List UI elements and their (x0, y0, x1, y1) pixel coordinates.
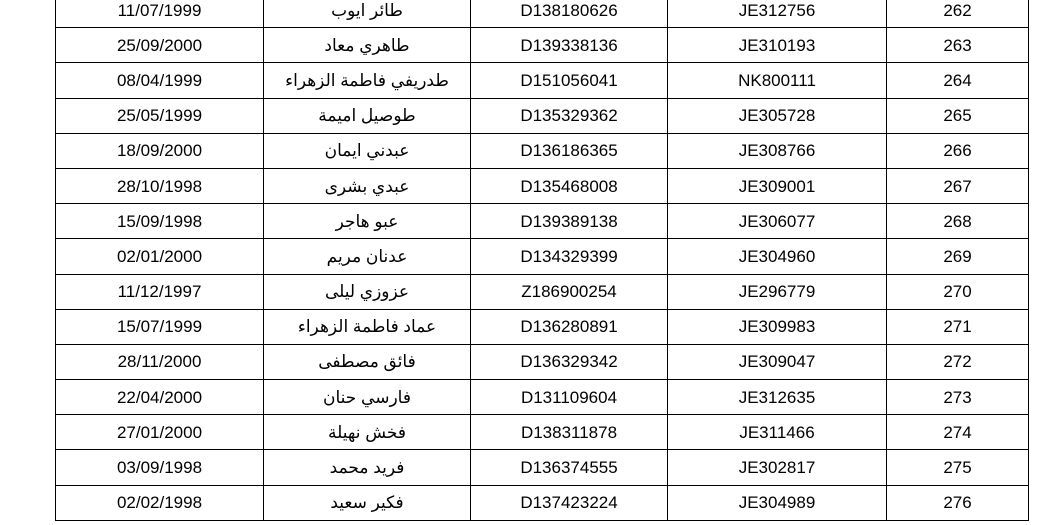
full-name-cell (264, 344, 471, 379)
table-row (56, 485, 1029, 520)
full-name-text: طائر ايوب (331, 0, 403, 20)
table-row (56, 309, 1029, 344)
table-row (56, 133, 1029, 168)
number-cell: 273 (887, 380, 1029, 415)
full-name-text: طوصيل اميمة (318, 106, 416, 126)
full-name-text: فكير سعيد (330, 493, 404, 513)
code-cell: JE310193 (668, 28, 887, 63)
code-cell: JE309047 (668, 344, 887, 379)
code-cell: JE302817 (668, 450, 887, 485)
cin-cell: D136186365 (471, 133, 668, 168)
birth-date-cell: 25/09/2000 (56, 28, 264, 63)
number-cell: 272 (887, 344, 1029, 379)
full-name-cell (264, 239, 471, 274)
table-row (56, 63, 1029, 98)
birth-date-cell: 11/12/1997 (56, 274, 264, 309)
cin-cell: D136329342 (471, 344, 668, 379)
cin-cell: D139389138 (471, 204, 668, 239)
roster-body (56, 0, 1029, 520)
table-row (56, 380, 1029, 415)
full-name-text: طدريفي فاطمة الزهراء (285, 70, 449, 90)
code-cell: JE308766 (668, 133, 887, 168)
code-cell: JE309983 (668, 309, 887, 344)
number-cell: 275 (887, 450, 1029, 485)
full-name-text: عبدني ايمان (324, 141, 410, 161)
full-name-text: طاهري معاد (324, 35, 410, 55)
birth-date-cell: 03/09/1998 (56, 450, 264, 485)
full-name-cell (264, 28, 471, 63)
number-cell: 262 (887, 0, 1029, 28)
table-row (56, 98, 1029, 133)
full-name-cell (264, 380, 471, 415)
full-name-cell (264, 485, 471, 520)
full-name-cell (264, 204, 471, 239)
cin-cell: D134329399 (471, 239, 668, 274)
cin-cell: D136280891 (471, 309, 668, 344)
cin-cell: D139338136 (471, 28, 668, 63)
birth-date-cell: 18/09/2000 (56, 133, 264, 168)
number-cell: 264 (887, 63, 1029, 98)
full-name-cell (264, 168, 471, 203)
number-cell: 263 (887, 28, 1029, 63)
full-name-cell (264, 274, 471, 309)
full-name-text: عبدي بشرى (324, 176, 410, 196)
full-name-cell (264, 63, 471, 98)
table-row (56, 274, 1029, 309)
number-cell: 265 (887, 98, 1029, 133)
student-roster-table (55, 0, 1029, 521)
birth-date-cell: 27/01/2000 (56, 415, 264, 450)
birth-date-cell: 28/11/2000 (56, 344, 264, 379)
table-row (56, 28, 1029, 63)
birth-date-cell: 11/07/1999 (56, 0, 264, 28)
cin-cell: D137423224 (471, 485, 668, 520)
number-cell: 274 (887, 415, 1029, 450)
birth-date-cell: 15/09/1998 (56, 204, 264, 239)
full-name-text: عزوزي ليلى (324, 282, 410, 302)
full-name-text: فارسي حنان (323, 387, 411, 407)
code-cell: JE305728 (668, 98, 887, 133)
full-name-cell (264, 0, 471, 28)
full-name-text: فائق مصطفى (318, 352, 416, 372)
table-row (56, 450, 1029, 485)
full-name-cell (264, 98, 471, 133)
full-name-cell (264, 450, 471, 485)
number-cell: 270 (887, 274, 1029, 309)
code-cell: JE309001 (668, 168, 887, 203)
code-cell: JE311466 (668, 415, 887, 450)
number-cell: 271 (887, 309, 1029, 344)
full-name-text: عبو هاجر (335, 211, 399, 231)
cin-cell: D138311878 (471, 415, 668, 450)
full-name-cell (264, 415, 471, 450)
code-cell: JE312756 (668, 0, 887, 28)
full-name-text: فريد محمد (329, 458, 405, 478)
table-row (56, 204, 1029, 239)
code-cell: JE304989 (668, 485, 887, 520)
full-name-cell (264, 309, 471, 344)
number-cell: 269 (887, 239, 1029, 274)
birth-date-cell: 08/04/1999 (56, 63, 264, 98)
cin-cell: D135329362 (471, 98, 668, 133)
cin-cell: Z186900254 (471, 274, 668, 309)
full-name-text: عماد فاطمة الزهراء (297, 317, 437, 337)
code-cell: JE296779 (668, 274, 887, 309)
table-row (56, 344, 1029, 379)
cin-cell: D131109604 (471, 380, 668, 415)
number-cell: 268 (887, 204, 1029, 239)
code-cell: JE312635 (668, 380, 887, 415)
table-row (56, 0, 1029, 28)
birth-date-cell: 25/05/1999 (56, 98, 264, 133)
birth-date-cell: 15/07/1999 (56, 309, 264, 344)
code-cell: JE304960 (668, 239, 887, 274)
cin-cell: D135468008 (471, 168, 668, 203)
cin-cell: D151056041 (471, 63, 668, 98)
full-name-cell (264, 133, 471, 168)
table-row (56, 239, 1029, 274)
cin-cell: D136374555 (471, 450, 668, 485)
full-name-text: فخش نهيلة (328, 422, 406, 442)
code-cell: NK800111 (668, 63, 887, 98)
full-name-text: عدنان مريم (326, 246, 408, 266)
number-cell: 266 (887, 133, 1029, 168)
table-row (56, 415, 1029, 450)
number-cell: 276 (887, 485, 1029, 520)
birth-date-cell: 28/10/1998 (56, 168, 264, 203)
birth-date-cell: 02/02/1998 (56, 485, 264, 520)
number-cell: 267 (887, 168, 1029, 203)
code-cell: JE306077 (668, 204, 887, 239)
birth-date-cell: 02/01/2000 (56, 239, 264, 274)
table-row (56, 168, 1029, 203)
cin-cell: D138180626 (471, 0, 668, 28)
birth-date-cell: 22/04/2000 (56, 380, 264, 415)
